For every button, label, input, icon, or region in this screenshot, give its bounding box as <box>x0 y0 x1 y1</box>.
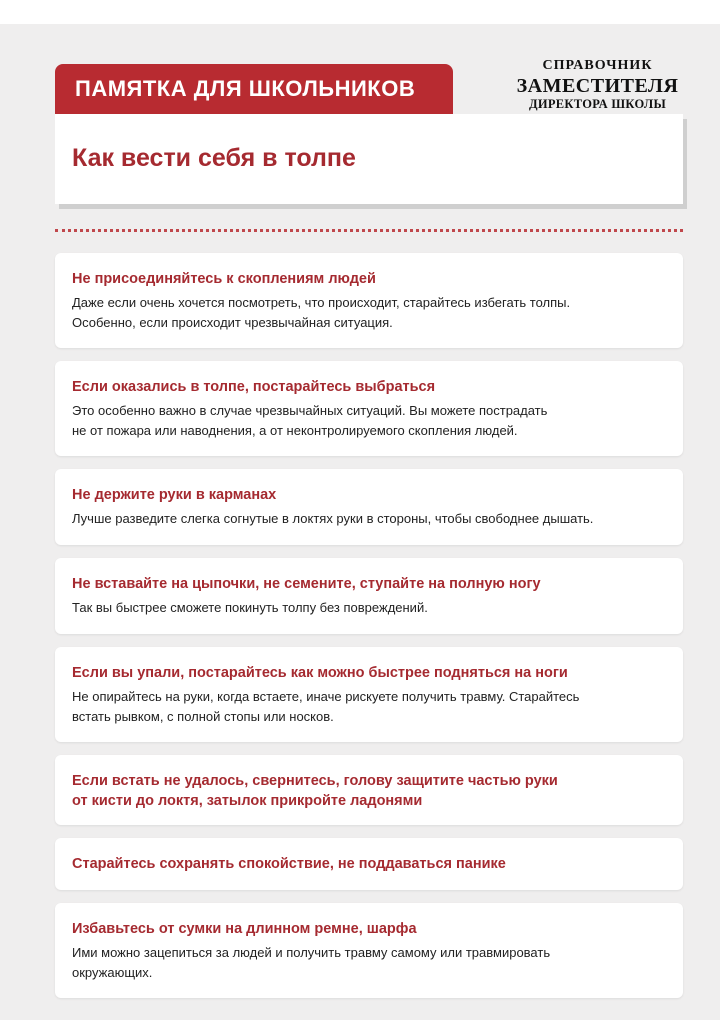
tip-body-line: встать рывком, с полной стопы или носков. <box>72 709 334 724</box>
tip-title-line: Если встать не удалось, свернитесь, голову защитите частью руки <box>72 773 558 789</box>
tip-title: Если оказались в толпе, постарайтесь выбраться <box>72 379 436 395</box>
tip-body-line: не от пожара или наводнения, а от неконтролируемого скопления людей. <box>72 423 518 438</box>
tip-title: Не держите руки в карманах <box>72 487 277 503</box>
tip-body-line: Особенно, если происходит чрезвычайная ситуация. <box>72 315 393 330</box>
tip-body <box>72 687 666 727</box>
publisher-line-3: ДИРЕКТОРА ШКОЛЫ <box>528 97 667 111</box>
tip-card-7 <box>55 838 683 890</box>
page-title: Как вести себя в толпе <box>72 144 356 172</box>
tip-title: Не вставайте на цыпочки, не семените, ступайте на полную ногу <box>72 576 541 592</box>
memo-banner: ПАМЯТКА ДЛЯ ШКОЛЬНИКОВ <box>55 64 453 114</box>
tip-body <box>72 943 666 983</box>
publisher-line-1: СПРАВОЧНИК <box>542 58 653 73</box>
tip-body <box>72 401 666 441</box>
tip-body <box>72 293 666 333</box>
publisher-line-2: ЗАМЕСТИТЕЛЯ <box>516 75 679 97</box>
tip-card-3 <box>55 469 683 545</box>
tip-card-4 <box>55 558 683 634</box>
tip-title-line: от кисти до локтя, затылок прикройте ладонями <box>72 793 423 809</box>
tip-card-6 <box>55 755 683 825</box>
tip-card-1 <box>55 253 683 348</box>
tip-card-2 <box>55 361 683 456</box>
tip-title <box>72 771 666 811</box>
tip-card-5 <box>55 647 683 742</box>
tip-body-line: Ими можно зацепиться за людей и получить травму самому или травмировать <box>72 945 551 960</box>
tip-title: Не присоединяйтесь к скоплениям людей <box>72 271 376 287</box>
publisher-logo <box>500 57 695 112</box>
dotted-divider <box>55 229 683 232</box>
tip-title: Избавьтесь от сумки на длинном ремне, шарфа <box>72 921 417 937</box>
tip-body: Лучше разведите слегка согнутые в локтях руки в стороны, чтобы свободнее дышать. <box>72 511 594 526</box>
tip-body-line: Даже если очень хочется посмотреть, что происходит, старайтесь избегать толпы. <box>72 295 571 310</box>
tip-card-8 <box>55 903 683 998</box>
tip-title: Если вы упали, постарайтесь как можно быстрее подняться на ноги <box>72 665 568 681</box>
tip-body-line: окружающих. <box>72 965 153 980</box>
title-card <box>55 114 683 204</box>
tip-body-line: Не опирайтесь на руки, когда встаете, иначе рискуете получить травму. Старайтесь <box>72 689 580 704</box>
tip-title: Старайтесь сохранять спокойствие, не поддаваться панике <box>72 856 506 872</box>
tip-body-line: Это особенно важно в случае чрезвычайных ситуаций. Вы можете пострадать <box>72 403 548 418</box>
tip-body: Так вы быстрее сможете покинуть толпу без повреждений. <box>72 600 428 615</box>
document-page <box>0 24 720 1020</box>
